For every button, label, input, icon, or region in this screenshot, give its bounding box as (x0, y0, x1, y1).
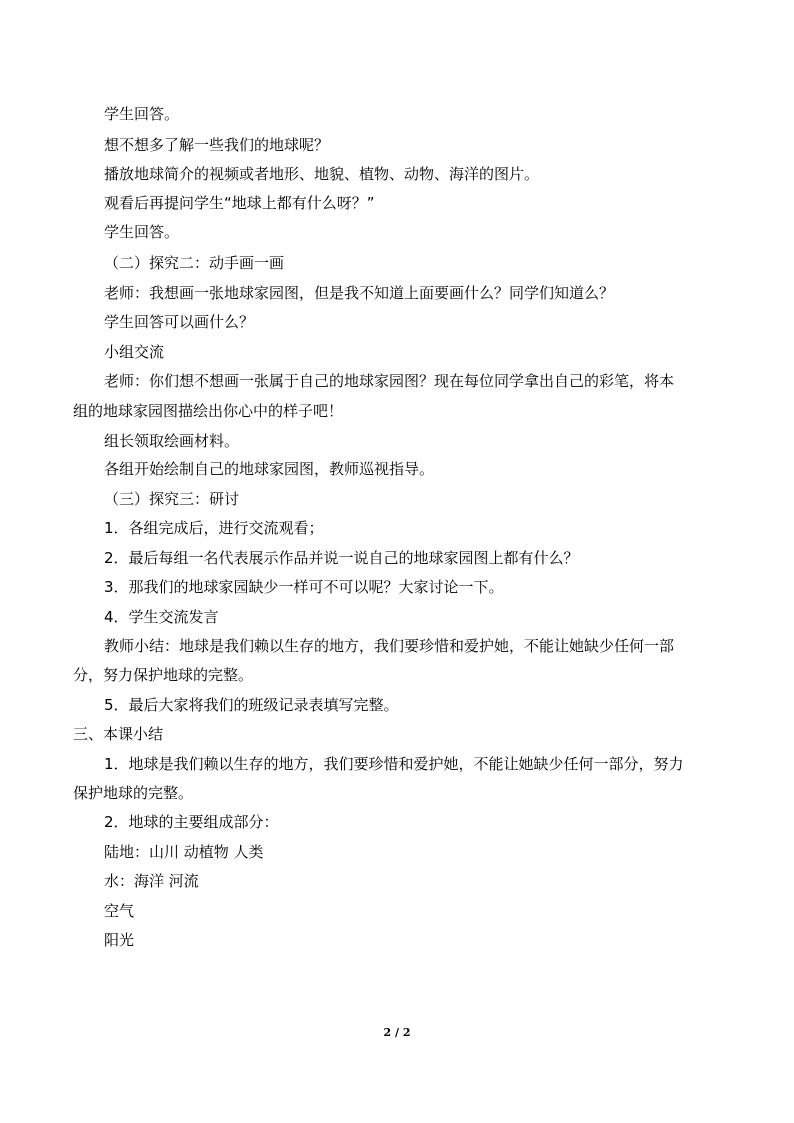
paragraph-line: 播放地球简介的视频或者地形、地貌、植物、动物、海洋的图片。 (104, 165, 540, 183)
paragraph-line: 阳光 (104, 931, 135, 949)
paragraph-line: 陆地：山川 动植物 人类 (104, 843, 264, 861)
paragraph-line: 分，努力保护地球的完整。 (73, 666, 254, 684)
paragraph-line: 空气 (104, 902, 135, 920)
paragraph-line: 老师：你们想不想画一张属于自己的地球家园图？现在每位同学拿出自己的彩笔，将本 (104, 372, 675, 390)
list-item: 2．最后每组一名代表展示作品并说一说自己的地球家园图上都有什么？ (104, 549, 579, 567)
list-item: 5．最后大家将我们的班级记录表填写完整。 (104, 696, 399, 714)
paragraph-line: 学生回答。 (104, 223, 180, 241)
list-item: 3．那我们的地球家园缺少一样可不可以呢？大家讨论一下。 (104, 578, 504, 596)
paragraph-line: 想不想多了解一些我们的地球呢？ (104, 136, 330, 154)
paragraph-line: 保护地球的完整。 (73, 784, 194, 802)
list-item: 1．各组完成后，进行交流观看； (104, 519, 324, 537)
list-item: 2．地球的主要组成部分： (104, 813, 279, 831)
paragraph-line: 观看后再提问学生“地球上都有什么呀？” (104, 194, 375, 212)
paragraph-line: 各组开始绘制自己的地球家园图，教师巡视指导。 (104, 460, 435, 478)
paragraph-line: 小组交流 (104, 343, 165, 361)
page-number: 2 / 2 (383, 1026, 411, 1039)
paragraph-line: 组的地球家园图描绘出你心中的样子吧！ (73, 402, 344, 420)
section-heading: 三、本课小结 (73, 725, 164, 743)
list-item: 4．学生交流发言 (104, 608, 219, 626)
paragraph-line: 组长领取绘画材料。 (104, 432, 240, 450)
paragraph-line: 水：海洋 河流 (104, 872, 199, 890)
section-heading: （二）探究二：动手画一画 (104, 254, 285, 272)
paragraph-line: 学生回答可以画什么？ (104, 313, 255, 331)
section-heading: （三）探究三：研讨 (104, 490, 240, 508)
paragraph-line: 教师小结：地球是我们赖以生存的地方，我们要珍惜和爱护她，不能让她缺少任何一部 (104, 637, 675, 655)
list-item: 1．地球是我们赖以生存的地方，我们要珍惜和爱护她，不能让她缺少任何一部分，努力 (104, 755, 684, 773)
paragraph-line: 老师：我想画一张地球家园图，但是我不知道上面要画什么？同学们知道么？ (104, 284, 615, 302)
paragraph-line: 学生回答。 (104, 105, 180, 123)
